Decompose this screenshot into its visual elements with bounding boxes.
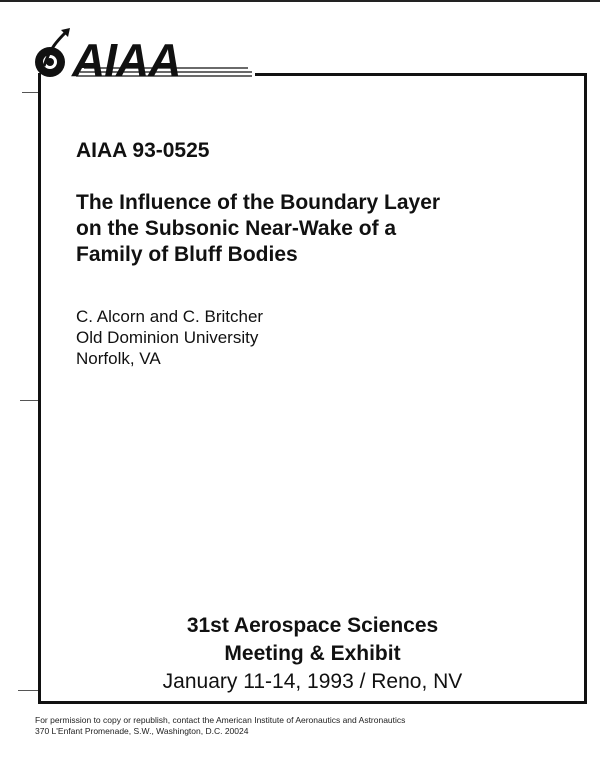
cover-frame-top-rule <box>255 73 584 76</box>
permission-footer <box>35 715 405 737</box>
conference-name-line: 31st Aerospace Sciences <box>186 614 439 637</box>
conference-date-place: January 11-14, 1993 / Reno, NV <box>162 670 463 693</box>
paper-title-line: on the Subsonic Near-Wake of a <box>76 217 397 240</box>
conference-name-line: Meeting & Exhibit <box>224 642 401 665</box>
author-block <box>76 306 263 369</box>
aiaa-logo-text: AIAA <box>72 34 181 86</box>
paper-title-line: The Influence of the Boundary Layer <box>76 191 441 214</box>
permission-text: For permission to copy or republish, contact the American Institute of Aeronautics and Astronautics <box>35 715 406 725</box>
address-text: 370 L'Enfant Promenade, S.W., Washington, D.C. 20024 <box>35 726 249 736</box>
paper-number: AIAA 93-0525 <box>76 139 210 162</box>
margin-mark <box>20 400 38 401</box>
author-location: Norfolk, VA <box>76 349 161 368</box>
top-border-line <box>0 0 600 2</box>
margin-mark <box>18 690 38 691</box>
cover-frame <box>38 73 587 704</box>
author-affiliation: Old Dominion University <box>76 328 259 347</box>
conference-block <box>38 612 587 696</box>
margin-mark <box>22 92 38 93</box>
paper-title-line: Family of Bluff Bodies <box>76 243 298 266</box>
author-names: C. Alcorn and C. Britcher <box>76 307 264 326</box>
paper-title <box>76 190 546 268</box>
